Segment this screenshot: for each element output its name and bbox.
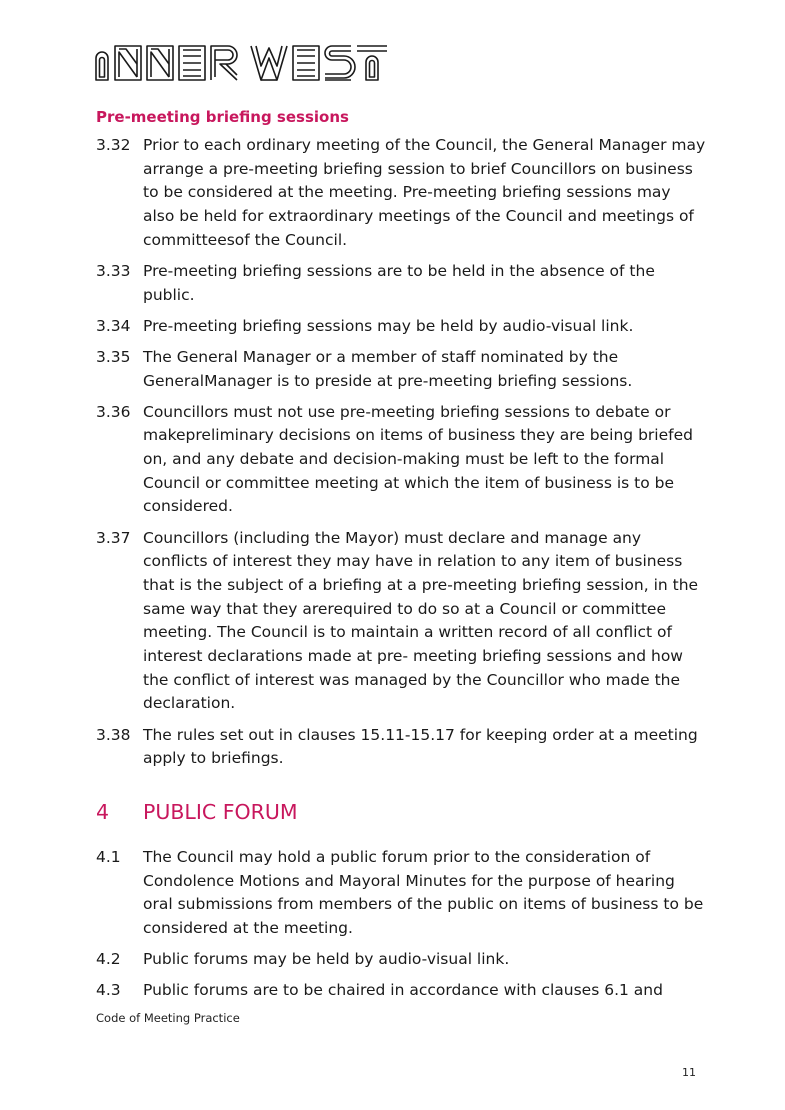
clause-number: 4.3 bbox=[96, 981, 121, 1000]
clause-number: 4.1 bbox=[96, 848, 121, 866]
clause-text: Public forums may be held by audio-visual link. bbox=[143, 950, 510, 969]
clause-4-2 bbox=[96, 948, 706, 972]
clause-text: Pre-meeting briefing sessions may be held by audio-visual link. bbox=[143, 316, 634, 335]
clause-number: 3.34 bbox=[96, 316, 131, 335]
clause-list-briefing bbox=[96, 134, 706, 778]
page-number: 11 bbox=[682, 1066, 696, 1079]
inner-west-logo-icon bbox=[94, 44, 390, 82]
clause-number: 3.35 bbox=[96, 347, 131, 366]
subheading-briefing-sessions: Pre-meeting briefing sessions bbox=[96, 108, 349, 126]
clause-4-3 bbox=[96, 979, 706, 1003]
clause-number: 3.33 bbox=[96, 261, 131, 280]
clause-3-35 bbox=[96, 346, 706, 393]
clause-list-public-forum bbox=[96, 846, 706, 1010]
clause-number: 3.32 bbox=[96, 136, 131, 154]
clause-number: 3.37 bbox=[96, 528, 131, 547]
clause-3-38 bbox=[96, 724, 706, 771]
clause-3-36 bbox=[96, 401, 706, 520]
clause-3-37 bbox=[96, 527, 706, 717]
clause-text: The rules set out in clauses 15.11-15.17 for keeping order at a meeting apply to briefings. bbox=[143, 725, 698, 768]
clause-text: Councillors (including the Mayor) must declare and manage any conflicts of interest they may have in relation to any item of business that is the subject of a briefing at a pre-meeting briefing session, in the same way that they arerequired to do so at a Council or committee meeting. The Council is to maintain a written record of all conflict of interest declarations made at pre- meeting briefing sessions and how the conflict of interest was managed by the Councillor who made the declaration. bbox=[143, 528, 699, 713]
clause-text: Public forums are to be chaired in accordance with clauses 6.1 and bbox=[143, 981, 663, 1000]
clause-3-34 bbox=[96, 315, 706, 339]
clause-number: 3.38 bbox=[96, 725, 131, 744]
clause-text: The Council may hold a public forum prior to the consideration of Condolence Motions and Mayoral Minutes for the purpose of hearing oral submissions from members of the public on items of business to be considered at the meeting. bbox=[143, 848, 704, 938]
section-number: 4 bbox=[96, 800, 110, 824]
section-title: PUBLIC FORUM bbox=[143, 800, 298, 824]
clause-4-1 bbox=[96, 846, 706, 941]
clause-text: Prior to each ordinary meeting of the Council, the General Manager may arrange a pre-meeting briefing session to brief Councillors on business to be considered at the meeting. Pre-meeting briefing sessions may also be held for extraordinary meetings of the Council and meetings of committeesof the Council. bbox=[143, 136, 706, 249]
clause-text: Councillors must not use pre-meeting briefing sessions to debate or makepreliminary decisions on items of business they are being briefed on, and any debate and decision-making must be left to the formal Council or committee meeting at which the item of business is to be considered. bbox=[143, 402, 693, 516]
clause-text: The General Manager or a member of staff nominated by the GeneralManager is to preside at pre-meeting briefing sessions. bbox=[143, 347, 633, 390]
clause-number: 4.2 bbox=[96, 950, 121, 969]
clause-text: Pre-meeting briefing sessions are to be held in the absence of the public. bbox=[143, 261, 655, 304]
clause-3-32 bbox=[96, 134, 706, 253]
footer-document-title: Code of Meeting Practice bbox=[96, 1011, 240, 1025]
clause-number: 3.36 bbox=[96, 402, 131, 421]
clause-3-33 bbox=[96, 260, 706, 307]
section-heading-public-forum bbox=[96, 800, 298, 824]
